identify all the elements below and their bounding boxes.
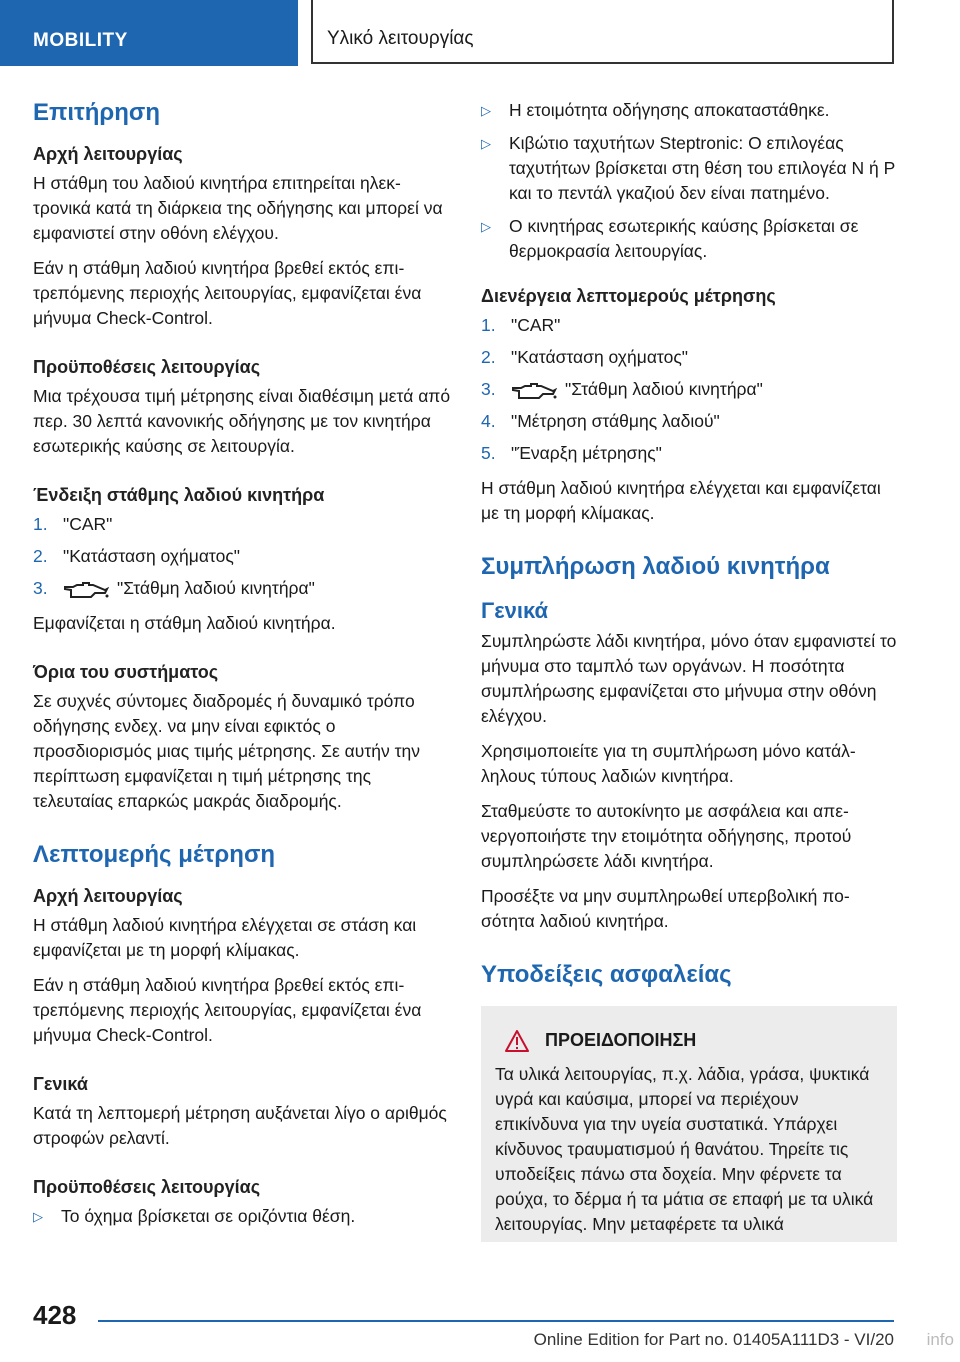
heading-topup: Συμπλήρωση λαδιού κινητήρα (481, 553, 830, 581)
general-title: Γενικά (33, 1074, 88, 1095)
heading-safety: Υποδείξεις ασφαλείας (481, 960, 732, 988)
list-item (33, 576, 451, 601)
list-item (481, 409, 897, 434)
step-text: "Μέτρηση στάθμης λαδιού" (511, 411, 720, 432)
heading-detailed: Λεπτομερής μέτρηση (33, 841, 276, 869)
chapter-title: Υλικό λειτουργίας (311, 0, 894, 64)
triangle-bullet-icon: ▷ (481, 136, 491, 152)
heading-monitoring: Επιτήρηση (33, 99, 161, 126)
step-number: 1. (481, 315, 496, 336)
warning-header (495, 1030, 883, 1052)
footer-divider (98, 1320, 894, 1322)
limits-title: Όρια του συστήματος (33, 662, 219, 683)
perform-text: Η στάθμη λαδιού κινητήρα ελέγχεται και εμφανίζεται με τη μορφή κλίμακας. (481, 478, 881, 524)
topup-text-4: Προσέξτε να μην συμπληρωθεί υπερβολική ποσότητα λαδιού κινητήρα. (481, 885, 850, 931)
triangle-bullet-icon: ▷ (481, 103, 491, 118)
list-item (481, 214, 897, 264)
page-footer (0, 1290, 960, 1362)
list-item (481, 345, 897, 370)
warning-title: ΠΡΟΕΙΔΟΠΟΙΗΣΗ (545, 1030, 697, 1051)
list-item (481, 377, 897, 402)
step-number: 2. (33, 546, 48, 567)
step-text: "Κατάσταση οχήματος" (63, 546, 240, 567)
prereq-title: Προϋποθέσεις λειτουργίας (33, 357, 261, 378)
edition-text: Online Edition for Part no. 01405A111D3 - VI/20 (533, 1330, 894, 1349)
topup-text-2: Χρησιμοποιείτε για τη συμπλήρωση μόνο κατάλληλους τύπους λαδιών κινητήρα. (481, 740, 856, 786)
list-item (481, 441, 897, 466)
display-steps (33, 512, 451, 601)
step-text: "Στάθμη λαδιού κινητήρα" (117, 578, 315, 599)
topup-text-3: Σταθμεύστε το αυτοκίνητο με ασφάλεια και απενεργοποιήστε την ετοιμότητα οδήγησης, προτού συμπληρώσετε λάδι κινητήρα. (481, 800, 852, 871)
triangle-bullet-icon: ▷ (33, 1209, 43, 1225)
principle-title: Αρχή λειτουργίας (33, 144, 183, 164)
page-number: 428 (33, 1300, 77, 1330)
watermark: info (926, 1330, 954, 1349)
detailed-principle-title: Αρχή λειτουργίας (33, 886, 183, 907)
perform-title: Διενέργεια λεπτομερούς μέτρησης (481, 286, 776, 307)
right-column (481, 98, 897, 1242)
step-number: 5. (481, 443, 496, 464)
display-text: Εμφανίζεται η στάθμη λαδιού κινητήρα. (33, 613, 336, 634)
step-number: 3. (33, 578, 48, 599)
step-text: "Στάθμη λαδιού κινητήρα" (565, 379, 763, 400)
left-column (33, 98, 451, 1241)
step-text: "Κατάσταση οχήματος" (511, 347, 688, 368)
step-number: 1. (33, 514, 48, 535)
limits-text: Σε συχνές σύντομες διαδρομές ή δυναμικό τρόπο οδήγησης ενδεχ. να μην είναι εφικτός ο προσδιορισμός μιας τιμής μέτρησης. Σε αυτήν την περίπτωση εμφανίζεται η τιμή μέτρησης της τελευταίας επαρκώς μακράς διαδρομής. (33, 691, 420, 812)
prereq-continued-list (481, 98, 897, 264)
display-title: Ένδειξη στάθμης λαδιού κινητήρα (33, 485, 325, 506)
step-text: "CAR" (511, 315, 561, 336)
step-number: 2. (481, 347, 496, 368)
warning-text: Τα υλικά λειτουργίας, π.χ. λάδια, γράσα, ψυκτικά υγρά και καύσιμα, μπορεί να περιέχουν επικίνδυνα για την υγεία συστατικά. Υπάρχει κίνδυνος τραυματισμού ή θανάτου. Τηρείτε τις υποδείξεις πάνω στα δοχεία. Μην φέρνετε τα ρούχα, το δέρμα ή τα μάτια σε επαφή με τα υλικά λειτουργίας. Μην μεταφέρετε τα υλικά (495, 1063, 874, 1234)
perform-steps (481, 313, 897, 466)
page-header (0, 0, 960, 66)
step-text: "Έναρξη μέτρησης" (511, 443, 662, 464)
oil-can-icon (511, 382, 557, 400)
detailed-principle-text-1: Η στάθμη λαδιού κινητήρα ελέγχεται σε στάση και εμφανίζεται με τη μορφή κλίμακας. (33, 915, 417, 961)
bullet-text: Το όχημα βρίσκεται σε οριζόντια θέση. (61, 1206, 356, 1227)
detailed-prereq-list (33, 1204, 451, 1229)
bullet-text: Κιβώτιο ταχυτήτων Steptronic: Ο επιλογέας ταχυτήτων βρίσκεται στη θέση του επιλογέα N ή P και το πεντάλ γκαζιού δεν είναι πατημένο. (509, 133, 895, 204)
list-item (481, 313, 897, 338)
general-text: Κατά τη λεπτομερή μέτρηση αυξάνεται λίγο ο αριθμός στροφών ρελαντί. (33, 1103, 447, 1149)
bullet-text: Η ετοιμότητα οδήγησης αποκαταστάθηκε. (509, 100, 830, 120)
detailed-prereq-title: Προϋποθέσεις λειτουργίας (33, 1177, 261, 1198)
oil-can-icon (63, 581, 109, 599)
bullet-text: Ο κινητήρας εσωτερικής καύσης βρίσκεται σε θερμοκρασία λειτουργίας. (509, 216, 859, 262)
step-text: "CAR" (63, 514, 113, 535)
list-item (33, 1204, 451, 1229)
detailed-principle-text-2: Εάν η στάθμη λαδιού κινητήρα βρεθεί εκτός επιτρεπόμενης περιοχής λειτουργίας, εμφανίζεται ένα μήνυμα Check-Control. (33, 975, 422, 1046)
step-number: 4. (481, 411, 496, 432)
principle-text-2: Εάν η στάθμη λαδιού κινητήρα βρεθεί εκτός επιτρεπόμενης περιοχής λειτουργίας, εμφανίζεται ένα μήνυμα Check-Control. (33, 258, 422, 329)
topup-text-1: Συμπληρώστε λάδι κινητήρα, μόνο όταν εμφανιστεί το μήνυμα στο ταμπλό των οργάνων. Η ποσότητα συμπλήρωσης εμφανίζεται στο μήνυμα στην οθόνη ελέγχου. (481, 630, 897, 726)
warning-triangle-icon (505, 1030, 529, 1052)
principle-text-1: Η στάθμη του λαδιού κινητήρα επιτηρείται ηλεκτρονικά κατά τη διάρκεια της οδήγησης και μπορεί να εμφανιστεί στην οθόνη ελέγχου. (33, 173, 443, 244)
triangle-bullet-icon: ▷ (481, 219, 491, 235)
topup-general-title: Γενικά (481, 598, 549, 624)
prereq-text: Μια τρέχουσα τιμή μέτρησης είναι διαθέσιμη μετά από περ. 30 λεπτά κανονικής οδήγησης με τον κινητήρα εσωτερικής καύσης σε λειτουργία. (33, 386, 451, 457)
section-tab: MOBILITY (0, 0, 298, 66)
list-item (33, 512, 451, 537)
list-item (481, 98, 897, 123)
step-number: 3. (481, 379, 496, 400)
list-item (33, 544, 451, 569)
list-item (481, 131, 897, 206)
warning-box (481, 1006, 897, 1242)
